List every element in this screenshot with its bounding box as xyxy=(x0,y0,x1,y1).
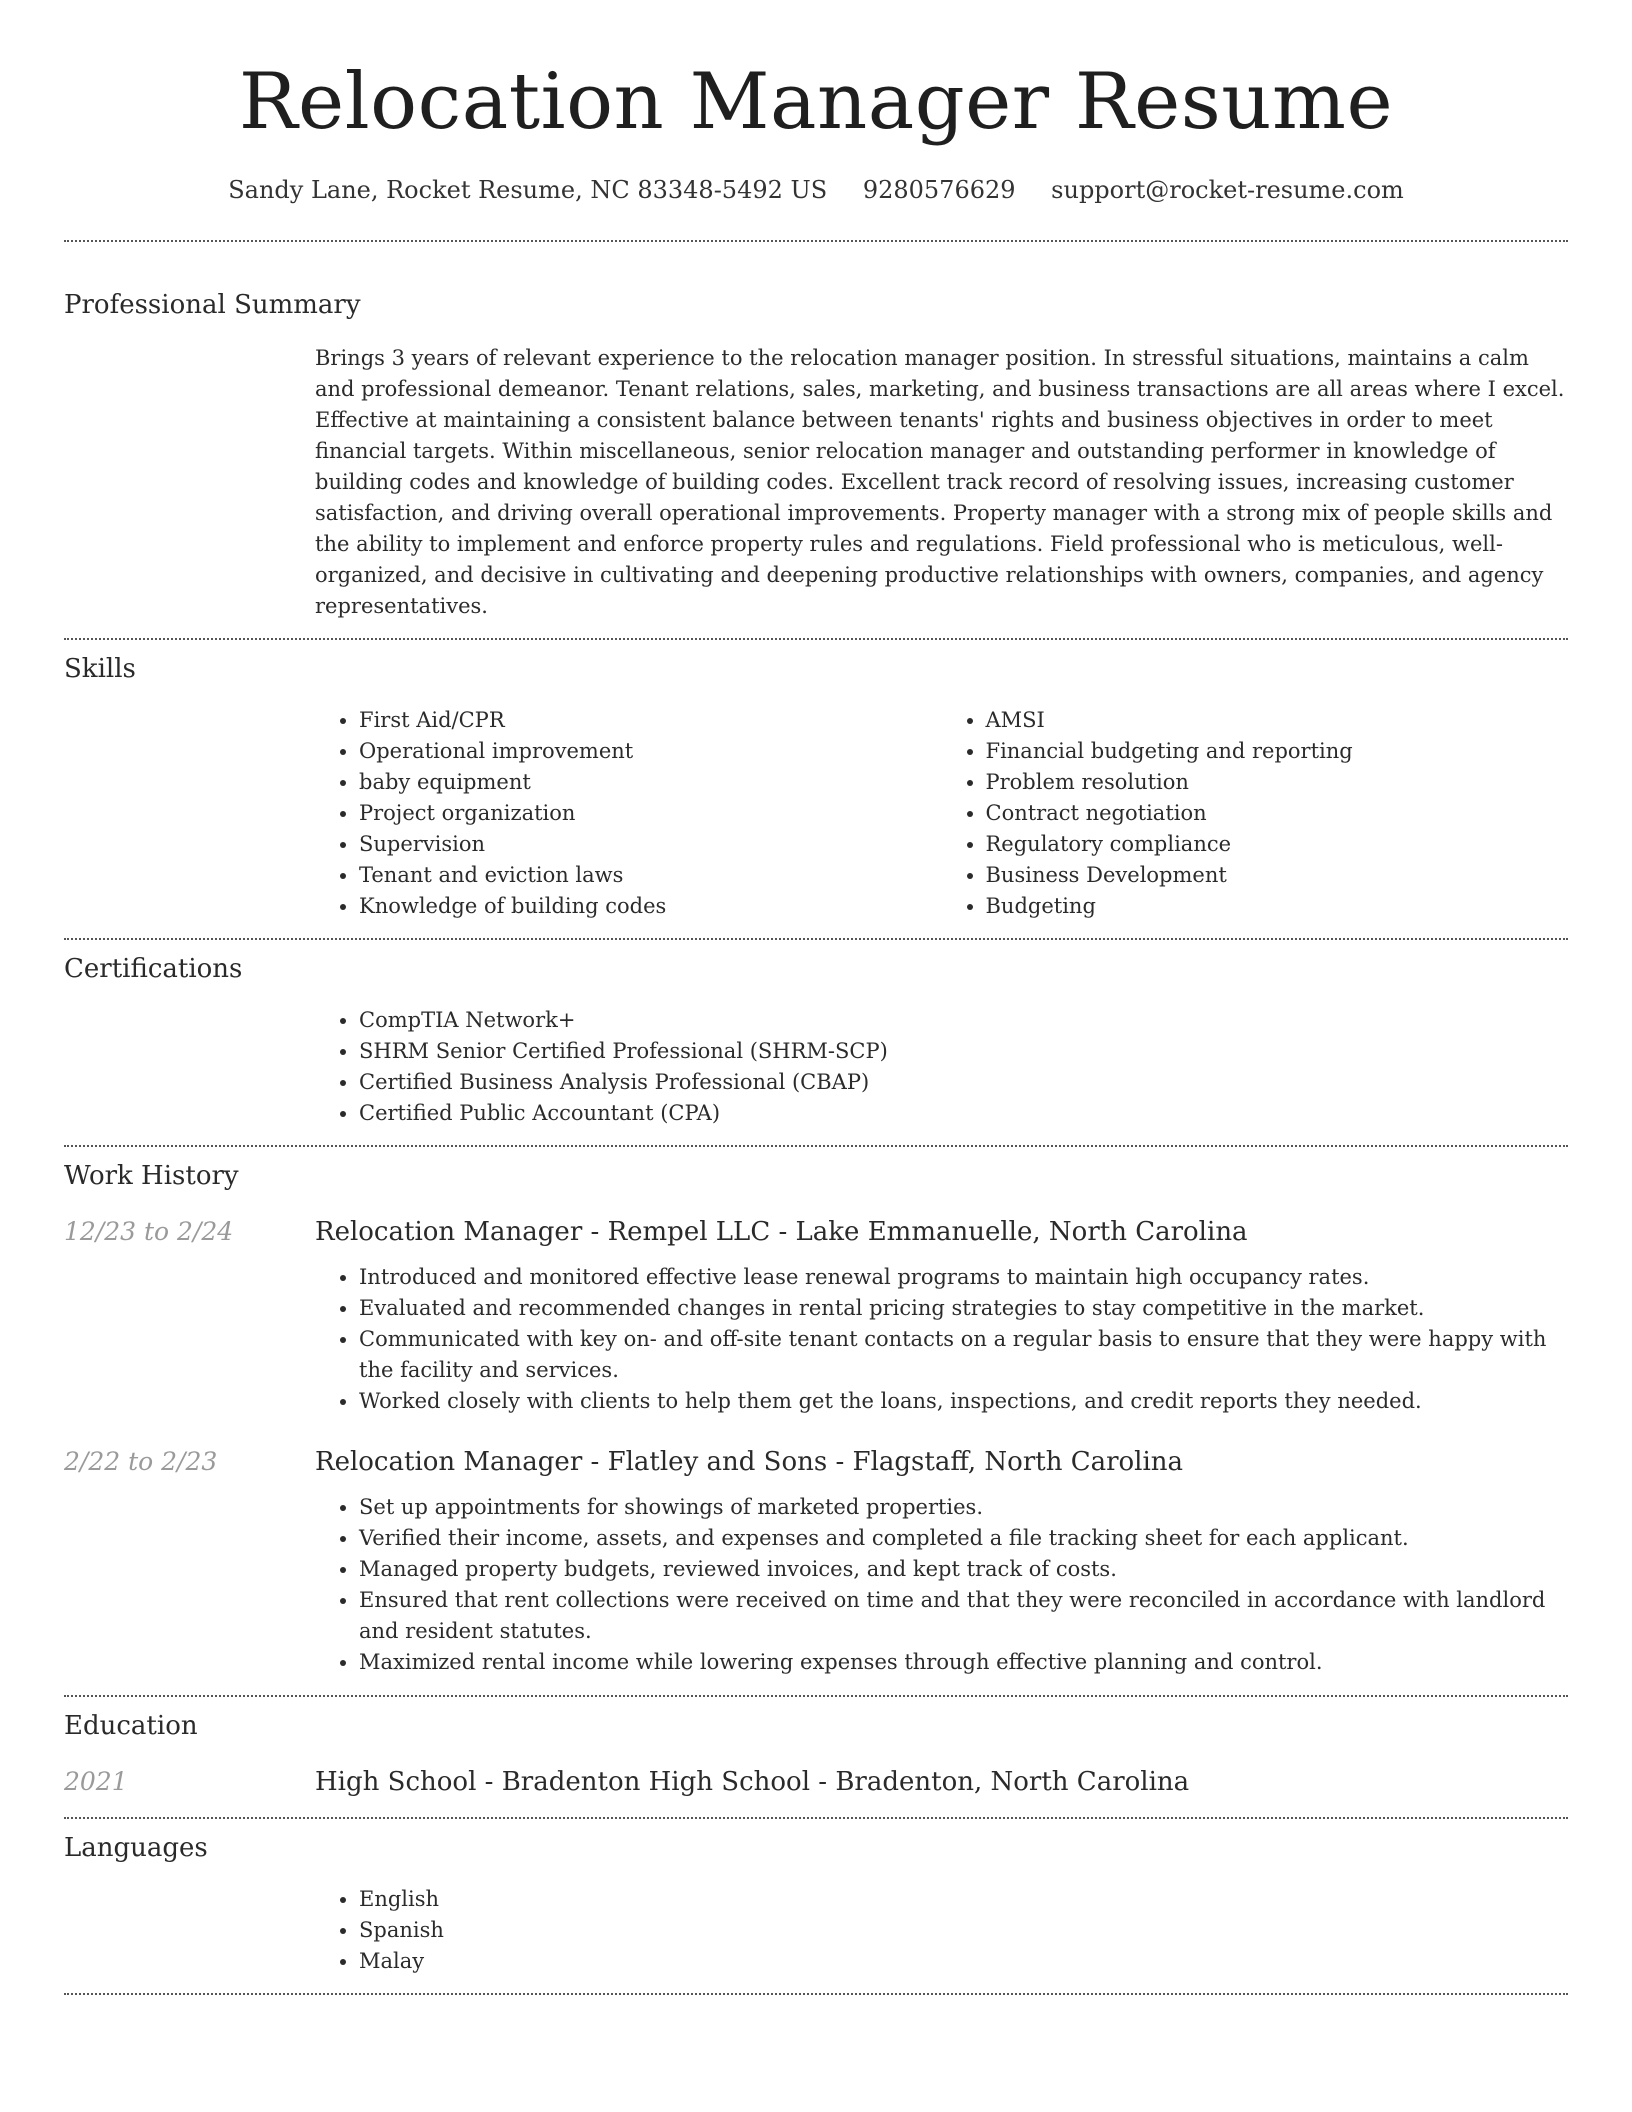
certifications-content xyxy=(315,1005,1568,1129)
skill-item: • Problem resolution xyxy=(986,767,1569,798)
job-bullets xyxy=(315,1492,1568,1678)
skill-item: • Budgeting xyxy=(986,891,1569,922)
job-bullet: • Verified their income, assets, and expenses and completed a file tracking sheet for each applicant. xyxy=(359,1523,1568,1554)
contact-phone: 9280576629 xyxy=(862,176,1016,204)
section-divider xyxy=(64,1993,1568,1995)
summary-section xyxy=(64,242,1568,622)
section-heading-education: Education xyxy=(64,1711,198,1741)
certification-item: • Certified Public Accountant (CPA) xyxy=(359,1098,1568,1129)
resume-title: Relocation Manager Resume xyxy=(238,57,1394,147)
languages-content xyxy=(315,1884,1568,1977)
skill-item: • Project organization xyxy=(359,798,942,829)
work-history-section xyxy=(64,1147,1568,1678)
skill-item: • First Aid/CPR xyxy=(359,705,942,736)
job-title: Relocation Manager - Rempel LLC - Lake Emmanuelle, North Carolina xyxy=(315,1217,1248,1247)
job-dates: 2/22 to 2/23 xyxy=(64,1447,218,1476)
contact-line xyxy=(64,174,1568,206)
section-heading-skills: Skills xyxy=(64,654,136,684)
skills-grid xyxy=(315,705,1568,922)
job-bullet: • Maximized rental income while lowering expenses through effective planning and control. xyxy=(359,1647,1568,1678)
job-bullet: • Evaluated and recommended changes in rental pricing strategies to stay competitive in the market. xyxy=(359,1293,1568,1324)
section-heading-languages: Languages xyxy=(64,1833,208,1863)
job-bullet: • Managed property budgets, reviewed invoices, and kept track of costs. xyxy=(359,1554,1568,1585)
skill-item: • Tenant and eviction laws xyxy=(359,860,942,891)
job-entry xyxy=(64,1215,1568,1417)
job-header xyxy=(64,1215,1568,1249)
skill-item: • baby equipment xyxy=(359,767,942,798)
certifications-section xyxy=(64,940,1568,1129)
job-header xyxy=(64,1445,1568,1479)
skill-item: • Regulatory compliance xyxy=(986,829,1569,860)
skills-section xyxy=(64,640,1568,922)
certification-item: • Certified Business Analysis Professional (CBAP) xyxy=(359,1067,1568,1098)
skill-item: • Supervision xyxy=(359,829,942,860)
job-bullet: • Introduced and monitored effective lease renewal programs to maintain high occupancy rates. xyxy=(359,1262,1568,1293)
certifications-list xyxy=(315,1005,1568,1129)
language-item: • Malay xyxy=(359,1946,1568,1977)
section-heading-certifications: Certifications xyxy=(64,954,243,984)
languages-list xyxy=(315,1884,1568,1977)
job-content xyxy=(315,1492,1568,1678)
job-entry xyxy=(64,1445,1568,1678)
skill-item: • Business Development xyxy=(986,860,1569,891)
certification-item: • CompTIA Network+ xyxy=(359,1005,1568,1036)
contact-address: Sandy Lane, Rocket Resume, NC 83348-5492 US xyxy=(228,176,828,204)
job-title: Relocation Manager - Flatley and Sons - Flagstaff, North Carolina xyxy=(315,1447,1184,1477)
job-content xyxy=(315,1262,1568,1417)
certification-item: • SHRM Senior Certified Professional (SHRM-SCP) xyxy=(359,1036,1568,1067)
education-section xyxy=(64,1697,1568,1799)
summary-text: Brings 3 years of relevant experience to the relocation manager position. In stressful situations, maintains a calm and professional demeanor. Tenant relations, sales, marketing, and business transactions are all areas where I excel. Effective at maintaining a consistent balance between tenants' rights and business objectives in order to meet financial targets. Within miscellaneous, senior relocation manager and outstanding performer in knowledge of building codes and knowledge of building codes. Excellent track record of resolving issues, increasing customer satisfaction, and driving overall operational improvements. Property manager with a strong mix of people skills and the ability to implement and enforce property rules and regulations. Field professional who is meticulous, well-organized, and decisive in cultivating and deepening productive relationships with owners, companies, and agency representatives. xyxy=(315,346,1565,618)
language-item: • Spanish xyxy=(359,1915,1568,1946)
job-dates: 12/23 to 2/24 xyxy=(64,1217,234,1246)
education-title: High School - Bradenton High School - Bradenton, North Carolina xyxy=(315,1767,1190,1797)
languages-section xyxy=(64,1819,1568,1977)
job-bullet: • Communicated with key on- and off-site tenant contacts on a regular basis to ensure that they were happy with the facility and services. xyxy=(359,1324,1568,1386)
education-year: 2021 xyxy=(64,1767,128,1796)
skill-item: • Knowledge of building codes xyxy=(359,891,942,922)
section-heading-summary: Professional Summary xyxy=(64,290,361,320)
skills-list-left xyxy=(315,705,942,922)
section-heading-work-history: Work History xyxy=(64,1161,239,1191)
language-item: • English xyxy=(359,1884,1568,1915)
job-bullet: • Worked closely with clients to help them get the loans, inspections, and credit reports they needed. xyxy=(359,1386,1568,1417)
skill-item: • Operational improvement xyxy=(359,736,942,767)
job-bullet: • Ensured that rent collections were received on time and that they were reconciled in accordance with landlord and resident statutes. xyxy=(359,1585,1568,1647)
skill-item: • Financial budgeting and reporting xyxy=(986,736,1569,767)
skills-list-right xyxy=(942,705,1569,922)
skill-item: • AMSI xyxy=(986,705,1569,736)
skill-item: • Contract negotiation xyxy=(986,798,1569,829)
job-bullet: • Set up appointments for showings of marketed properties. xyxy=(359,1492,1568,1523)
education-entry xyxy=(64,1765,1568,1799)
job-bullets xyxy=(315,1262,1568,1417)
contact-email: support@rocket-resume.com xyxy=(1051,176,1404,204)
